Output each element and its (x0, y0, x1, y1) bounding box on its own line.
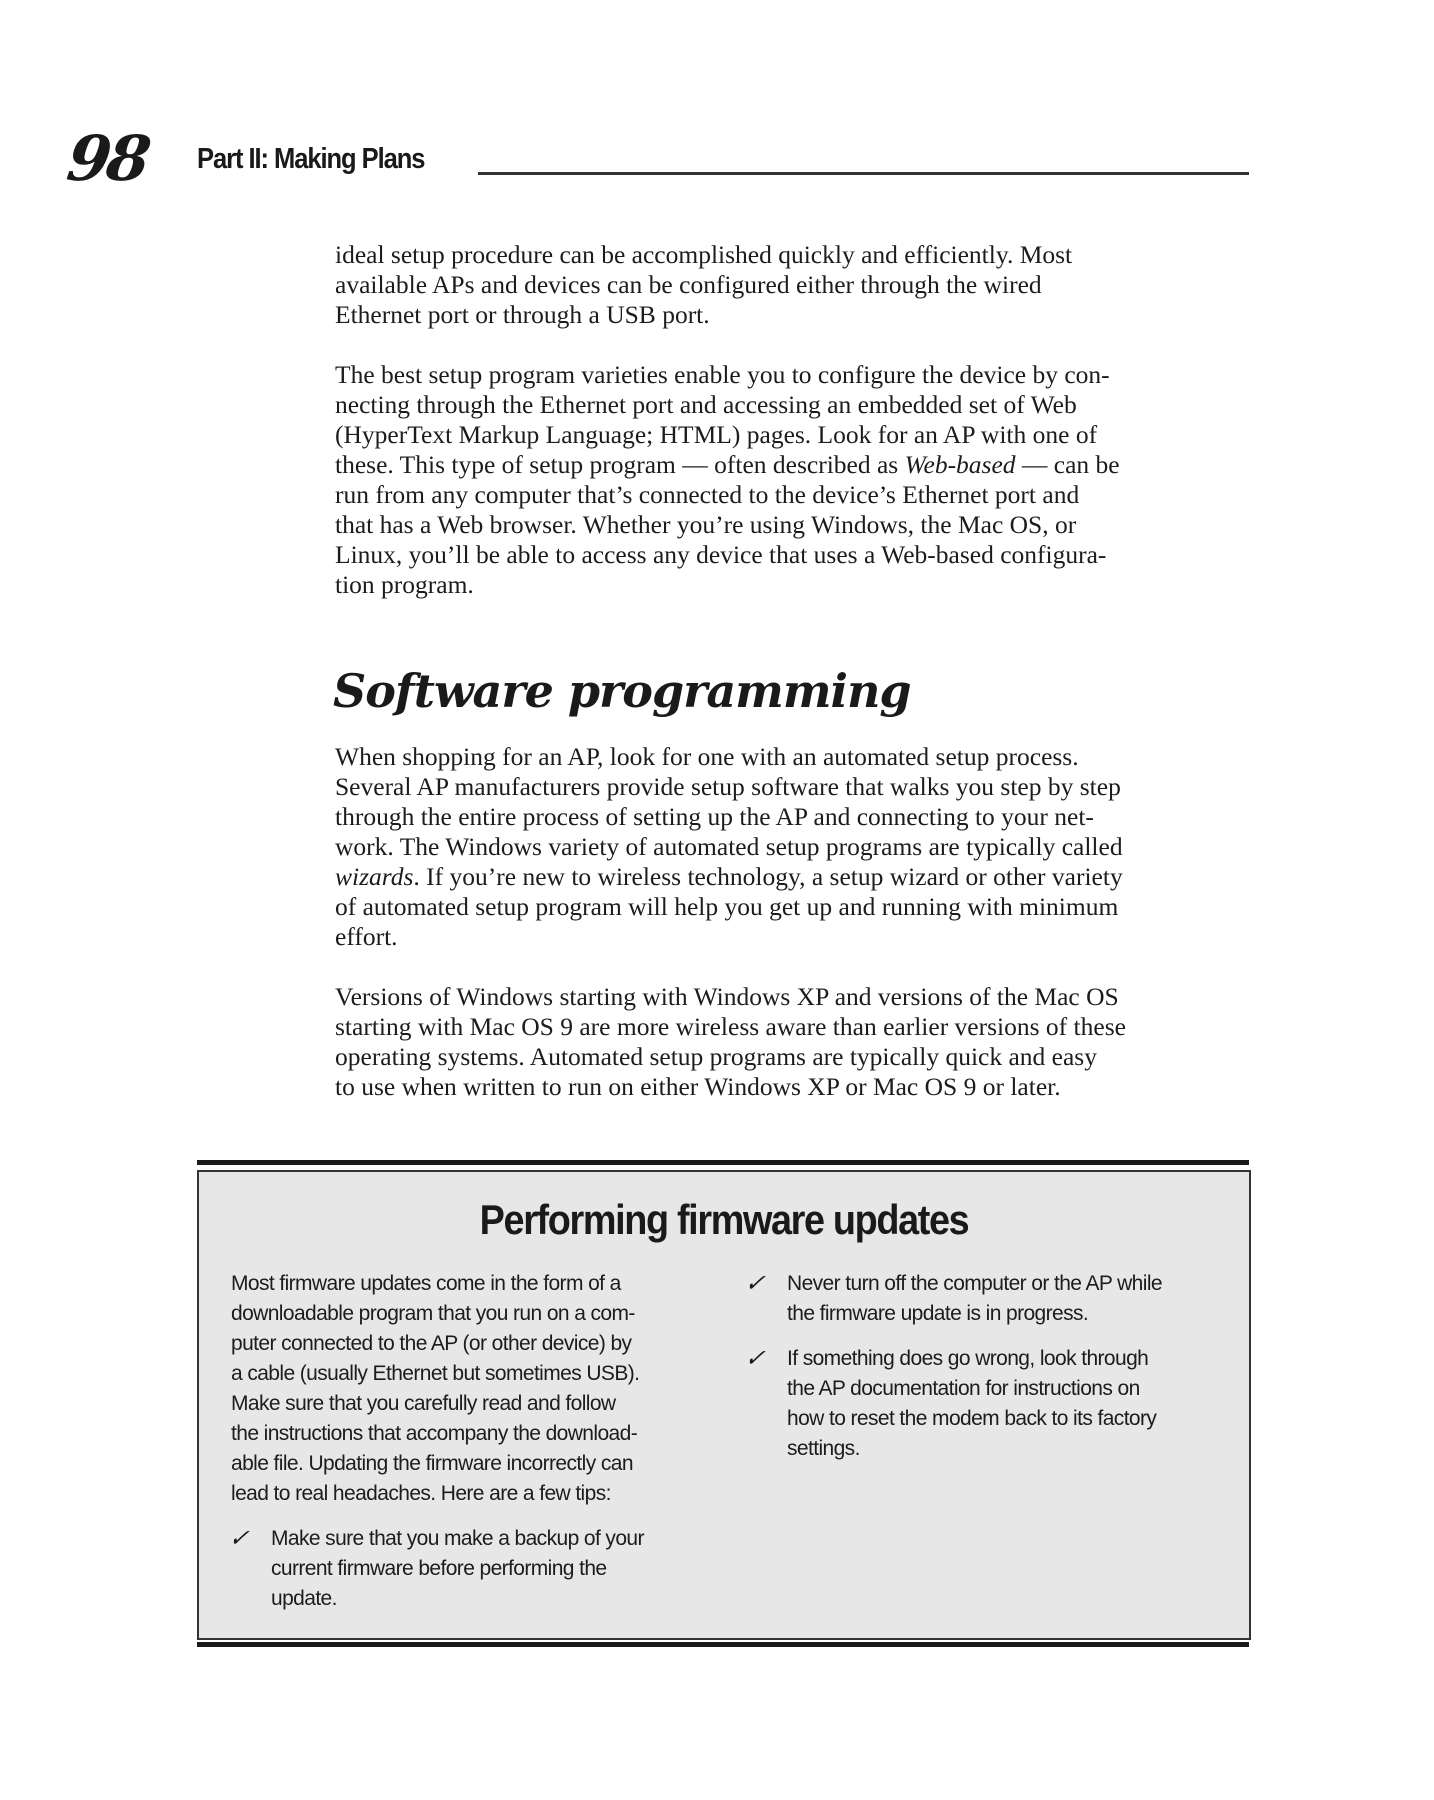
text-line: available APs and devices can be configured either through the wired (335, 270, 1042, 299)
section-heading: Software programming (333, 664, 911, 718)
text-line: puter connected to the AP (or other device) by (231, 1332, 632, 1355)
text-line: effort. (335, 922, 398, 951)
text-line: When shopping for an AP, look for one with an automated setup process. (335, 742, 1079, 771)
text-line: Several AP manufacturers provide setup software that walks you step by step (335, 772, 1121, 801)
text-line: settings. (787, 1437, 860, 1460)
paragraph-4 (335, 982, 1249, 1102)
text-line: Ethernet port or through a USB port. (335, 300, 710, 329)
emphasis: Web-based (904, 450, 1016, 479)
text-line: Make sure that you carefully read and follow (231, 1392, 616, 1415)
sidebar-left-column (225, 1269, 711, 1614)
text-line: run from any computer that’s connected to the device’s Ethernet port and (335, 480, 1080, 509)
text-line: through the entire process of setting up the AP and connecting to your net- (335, 802, 1094, 831)
check-mark-icon: ✓ (741, 1344, 772, 1372)
header-rule (478, 172, 1249, 175)
text-line: If something does go wrong, look through (787, 1347, 1149, 1370)
text-line: these. This type of setup program — often described as Web-based — can be (335, 450, 1120, 479)
text-line: Most firmware updates come in the form of a (231, 1272, 621, 1295)
text-line: the AP documentation for instructions on (787, 1377, 1140, 1400)
paragraph-1 (335, 240, 1249, 330)
text-line: Never turn off the computer or the AP while (787, 1272, 1162, 1295)
text-line: wizards. If you’re new to wireless technology, a setup wizard or other variety (335, 862, 1123, 891)
sidebar-intro (231, 1269, 711, 1509)
text-line: Versions of Windows starting with Windows XP and versions of the Mac OS (335, 982, 1119, 1011)
text-line: current firmware before performing the (271, 1557, 607, 1580)
text-line: the firmware update is in progress. (787, 1302, 1089, 1325)
text-line: downloadable program that you run on a com- (231, 1302, 635, 1325)
text-line: starting with Mac OS 9 are more wireless aware than earlier versions of these (335, 1012, 1126, 1041)
text-line: update. (271, 1587, 337, 1610)
text-line: ideal setup procedure can be accomplished quickly and efficiently. Most (335, 240, 1073, 269)
text-line: how to reset the modem back to its factory (787, 1407, 1157, 1430)
sidebar-bottom-rule (197, 1642, 1249, 1647)
text-line: of automated setup program will help you get up and running with minimum (335, 892, 1119, 921)
paragraph-3 (335, 742, 1249, 952)
list-item (741, 1269, 1227, 1329)
paragraph-2 (335, 360, 1249, 600)
check-mark-icon: ✓ (225, 1524, 256, 1552)
text-line: that has a Web browser. Whether you’re using Windows, the Mac OS, or (335, 510, 1077, 539)
text-line: (HyperText Markup Language; HTML) pages. Look for an AP with one of (335, 420, 1098, 449)
page-number: 98 (62, 122, 152, 195)
text-line: Linux, you’ll be able to access any device that uses a Web-based configura- (335, 540, 1107, 569)
text-line: to use when written to run on either Windows XP or Mac OS 9 or later. (335, 1072, 1061, 1101)
text-line: operating systems. Automated setup programs are typically quick and easy (335, 1042, 1097, 1071)
text-line: lead to real headaches. Here are a few tips: (231, 1482, 611, 1505)
running-header: Part II: Making Plans (197, 143, 425, 175)
text-line: Make sure that you make a backup of your (271, 1527, 644, 1550)
list-item (741, 1344, 1227, 1464)
sidebar-title: Performing firmware updates (479, 1196, 969, 1243)
text-line: able file. Updating the firmware incorrectly can (231, 1452, 633, 1475)
text-line: necting through the Ethernet port and accessing an embedded set of Web (335, 390, 1077, 419)
text-line: The best setup program varieties enable you to configure the device by con- (335, 360, 1110, 389)
text-line: the instructions that accompany the download- (231, 1422, 638, 1445)
sidebar-right-column (741, 1269, 1227, 1464)
sidebar-box (197, 1170, 1251, 1640)
text-line: a cable (usually Ethernet but sometimes USB). (231, 1362, 640, 1385)
text-line: work. The Windows variety of automated setup programs are typically called (335, 832, 1123, 861)
emphasis: wizards (335, 862, 414, 891)
list-item (225, 1524, 711, 1614)
sidebar-top-rule (197, 1160, 1249, 1165)
text-line: tion program. (335, 570, 474, 599)
check-mark-icon: ✓ (741, 1269, 772, 1297)
